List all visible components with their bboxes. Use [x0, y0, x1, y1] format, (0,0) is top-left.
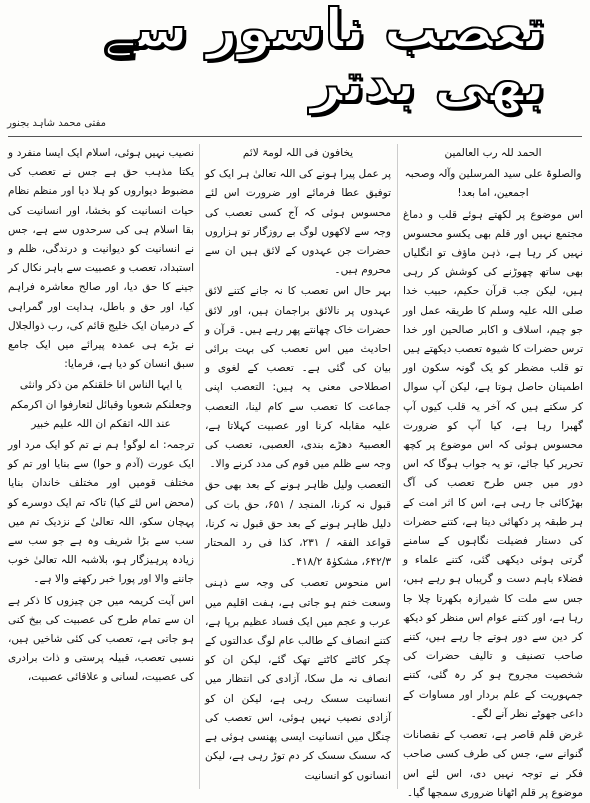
arabic-quote: یخافون فی اللہ لومۃ لائم: [242, 147, 354, 159]
author-byline: مفتی محمد شاہد بجنور: [7, 118, 106, 129]
paragraph: اس منحوس تعصب کی وجہ سے ذہنی وسعت ختم ہو جاتی ہے، ہفت اقلیم میں عرب و عجم میں ایک فساد عظیم برپا ہے، کتنے انصاف کے طالب عام لوگ عدالتوں کے چکر کاٹتے کاٹتے تھک گئے، لیکن ان کو انصاف نہ مل سکا، آزادی کی انتظار میں انسانیت سسک رہی ہے، لیکن ان کو آزادی نصیب نہیں ہوئی، اس تعصب کی چنگل میں انسانیت ایسی پھنسی ہوئی ہے کہ سسک سسک کر دم توڑ رہی ہے، لیکن انسانوں کو انسانیت: [205, 577, 391, 782]
column-middle: [205, 144, 391, 789]
translation: ترجمہ: اے لوگو! ہم نے تم کو ایک مرد اور ایک عورت (آدم و حوا) سے بنایا اور تم کو مختلف قومیں اور مختلف خاندان بنایا (محض اس لئے کیا) تاکہ تم ایک دوسرے کو پہچان سکو، اللہ تعالیٰ کے نزدیک تم میں سب سے بڑا شریف وہ ہے جو سب سے زیادہ پرہیزگار ہو، بلاشبہ اللہ تعالیٰ خوب جاننے والا اور پورا خبر رکھنے والا ہے۔: [8, 439, 194, 586]
column-right: [403, 144, 583, 799]
paragraph: نصیب نہیں ہوئی، اسلام ایک ایسا منفرد و یکتا مذہب حق ہے جس نے تعصب کی مضبوط دیواروں کو ہلا دیا اور منظم نظام حیات انسانیت کو بخشا، اور انسانیت کی بقا اسلام ہی کی سرحدوں سے ہے، جس نے انسانیت کو دیوانیت و درندگی، ظلم و استبداد، تعصب و عصبیت سے باہر نکال کر جینے کا حق دیا، اور صالح معاشرہ فراہم کیا، اور حق و باطل، ہدایت اور گمراہی کے درمیان ایک خلیج قائم کی، رب ذوالجلال نے بڑے ہی عمدہ پیرائے میں ایک جامع سبق انسان کو دیا ہے، فرمایا:: [8, 147, 194, 371]
paragraph: اس آیت کریمہ میں جن چیزوں کا ذکر ہے ان سے تمام طرح کی عصبیت کی بیخ کنی ہو جاتی ہے، تعصب کی کئی شاخیں ہیں، نسبی تعصب، قبیلہ پرستی و ذات برادری کی عصبیت، لسانی و علاقائی عصبیت،: [8, 594, 194, 684]
paragraph: پر عمل پیرا ہونے کی اللہ تعالیٰ ہر ایک کو توفیق عطا فرمائے اور ضرورت اس لئے محسوس ہوئی کہ آج کسی تعصب کی وجہ سے لاکھوں لوگ بے روزگار تو ہزاروں حضرات جن عہدوں کے لائق ہیں ان سے محروم ہیں۔: [205, 168, 391, 277]
paragraph: والصلوۃ علی سید المرسلین وآلہ وصحبہ اجمعین، اما بعد!: [404, 168, 582, 200]
column-divider: [199, 144, 200, 789]
quran-verse: یا ایہا الناس انا خلقنکم من ذکر وانثی وجعلنکم شعوبا وقبائل لتعارفوا ان اکرمکم عند اللہ اتقکم ان اللہ علیم خبیر: [10, 379, 192, 430]
paragraph: غرض قلم قاصر ہے، تعصب کے نقصانات گنوانے سے، جس کی طرف کسی صاحب فکر نے توجہ نہیں دی، اس لئے اس موضوع پر قلم اٹھانا ضروری سمجھا گیا۔: [403, 729, 583, 799]
paragraph: بہر حال اس تعصب کا نہ جانے کتنے لائق عہدوں پر نالائق براجمان ہیں، اور لائق حضرات خاک چھانتے پھر رہے ہیں۔ قرآن و احادیث میں اس تعصب کی بہت برائی بیان کی گئی ہے۔ تعصب کے لغوی و اصطلاحی معنی یہ ہیں: التعصب اپنی جماعت کا تعصب سے کام لینا، التعصب علیہ مقابلہ کرنا اور عصبیت کہلاتا ہے، العصبیۃ دھڑے بندی، العصبی، تعصب کی وجہ سے ظلم میں قوم کی مدد کرنے والا۔: [205, 285, 391, 471]
article-title: تعصب ناسور سے بھی بدتر: [102, 0, 545, 114]
column-left: [8, 144, 194, 789]
paragraph: اس موضوع پر لکھتے ہوئے قلب و دماغ مجتمع نہیں اور قلم بھی یکسو محسوس نہیں کر رہا ہے، ذہن ماؤف تو انگلیاں بھی ساتھ چھوڑنے کی کوشش کر رہی ہیں، لیکن جب قرآن حکیم، حبیب خدا صلی اللہ علیہ وسلم کا طریقہ عمل اور جو چیم، اسلاف و اکابر صالحین اور خدا ترس حضرات کا شیوہ تعصب دیکھتے ہیں تو قلب مضطر کو یک گونہ سکون اور اطمینان حاصل ہوتا ہے، لیکن آپ سوال کر سکتے ہیں کہ آخر یہ قلب کیوں آپ گھبرا رہا ہے، کیا آپ کو ضرورت محسوس ہوئی کہ اس موضوع پر کچھ تحریر کیا جائے، تو یہ جواب ہوگا کہ اس دور میں جس طرح تعصب کی آگ بھڑکائی جا رہی ہے، اس کا اثر امت کے ہر طبقہ پر دکھائی دیتا ہے، کتنے حضرات کی دستار فضیلت نگاہوں کے سامنے گرتی ہوئی دیکھی گئی، کتنے علماء و فضلاء باہم دست و گریباں ہو رہے ہیں، جس سے ملت کا شیرازہ بکھرتا چلا جا رہا ہے، اور کتنے عوام اس منظر کو دیکھ کر دین سے دور ہوتے جا رہے ہیں، کتنے صاحب تصنیف و تالیف حضرات کی شخصیت مجروح ہو کر رہ گئی، کتنے جمہوریت کے علم بردار اور مساوات کے داعی جھوٹے نظر آنے لگے۔: [403, 208, 583, 720]
paragraph: التعصب ولیل ظاہر ہونے کے بعد بھی حق قبول نہ کرنا، المنجد / ۶۵۱، حق بات کی دلیل ظاہر ہونے کے بعد حق قبول نہ کرنا، قواعد الفقہ / ۲۳۱، کذا فی رد المحتار ۶۴۲/۳، مشکوٰۃ ۴۱۸/۲۔: [205, 479, 392, 569]
paragraph: الحمد للہ رب العالمین: [444, 147, 542, 159]
header-divider: [8, 136, 582, 137]
column-divider: [397, 144, 398, 789]
